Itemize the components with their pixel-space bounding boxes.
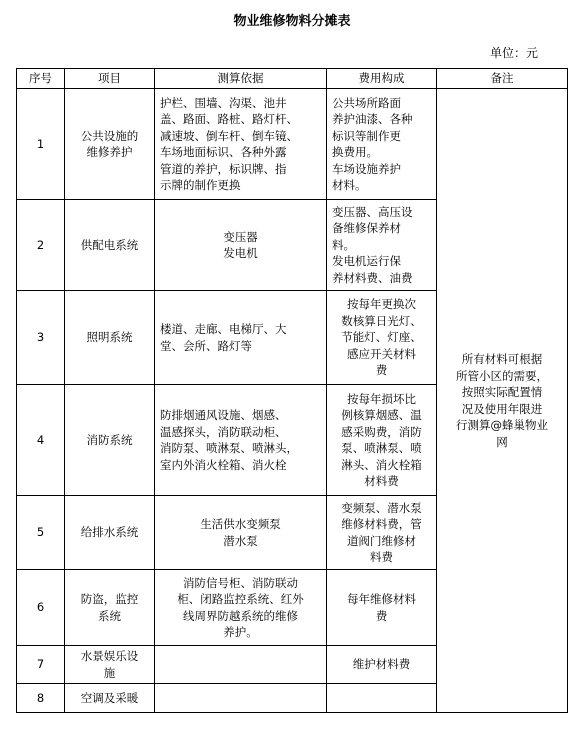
row-basis (155, 684, 327, 713)
row-item: 给排水系统 (65, 496, 155, 570)
table-row (17, 89, 568, 200)
unit-label: 单位：元 (489, 46, 538, 60)
table-header-row (17, 69, 568, 89)
row-basis (155, 646, 327, 684)
row-no: 4 (17, 385, 65, 496)
document-title: 物业维修物料分摊表 (233, 14, 351, 29)
row-cost (327, 684, 437, 713)
row-item: 供配电系统 (65, 200, 155, 291)
row-no: 3 (17, 291, 65, 385)
row-cost: 公共场所路面 养护油漆、各种 标识等制作更 换费用。 车场设施养护 材料。 (327, 89, 437, 200)
header-no: 序号 (17, 69, 65, 89)
row-no: 6 (17, 570, 65, 646)
header-cost: 费用构成 (327, 69, 437, 89)
row-item: 水景娱乐设 施 (65, 646, 155, 684)
row-cost: 变压器、高压设 备维修保养材 料。 发电机运行保 养材料费、油费 (327, 200, 437, 291)
row-item: 空调及采暖 (65, 684, 155, 713)
row-item: 照明系统 (65, 291, 155, 385)
row-cost: 按每年更换次 数核算日光灯、 节能灯、灯座、 感应开关材料 费 (327, 291, 437, 385)
header-item: 项目 (65, 69, 155, 89)
row-no: 8 (17, 684, 65, 713)
row-no: 7 (17, 646, 65, 684)
row-cost: 每年维修材料 费 (327, 570, 437, 646)
row-cost: 维护材料费 (327, 646, 437, 684)
row-basis: 生活供水变频泵 潜水泵 (155, 496, 327, 570)
row-item: 防盗，监控 系统 (65, 570, 155, 646)
row-no: 2 (17, 200, 65, 291)
row-no: 1 (17, 89, 65, 200)
row-basis: 护栏、围墙、沟渠、池井 盖、路面、路桩、路灯杆、 减速坡、倒车杆、倒车镜、 车场地面标识、各种外露 管道的养护，标识牌、指 示牌的制作更换 (155, 89, 327, 200)
row-basis: 防排烟通风设施、烟感、 温感探头，消防联动柜、 消防泵、喷淋泵、喷淋头， 室内外消火栓箱、消火栓 (155, 385, 327, 496)
header-basis: 测算依据 (155, 69, 327, 89)
remarks-cell: 所有材料可根据 所管小区的需要， 按照实际配置情 况及使用年限进 行测算@蜂巢物业 网 (437, 89, 568, 713)
row-no: 5 (17, 496, 65, 570)
cost-allocation-table (16, 68, 568, 713)
row-item: 公共设施的 维修养护 (65, 89, 155, 200)
row-basis: 楼道、走廊、电梯厅、大 堂、会所、路灯等 (155, 291, 327, 385)
row-basis: 消防信号柜、消防联动 柜、闭路监控系统、红外 线周界防越系统的维修 养护。 (155, 570, 327, 646)
header-note: 备注 (437, 69, 568, 89)
row-basis: 变压器 发电机 (155, 200, 327, 291)
row-cost: 变频泵、潜水泵 维修材料费，管 道阀门维修材 料费 (327, 496, 437, 570)
row-item: 消防系统 (65, 385, 155, 496)
row-cost: 按每年损坏比 例核算烟感、温 感采购费，消防 泵、喷淋泵、喷 淋头、消火栓箱 材料费 (327, 385, 437, 496)
